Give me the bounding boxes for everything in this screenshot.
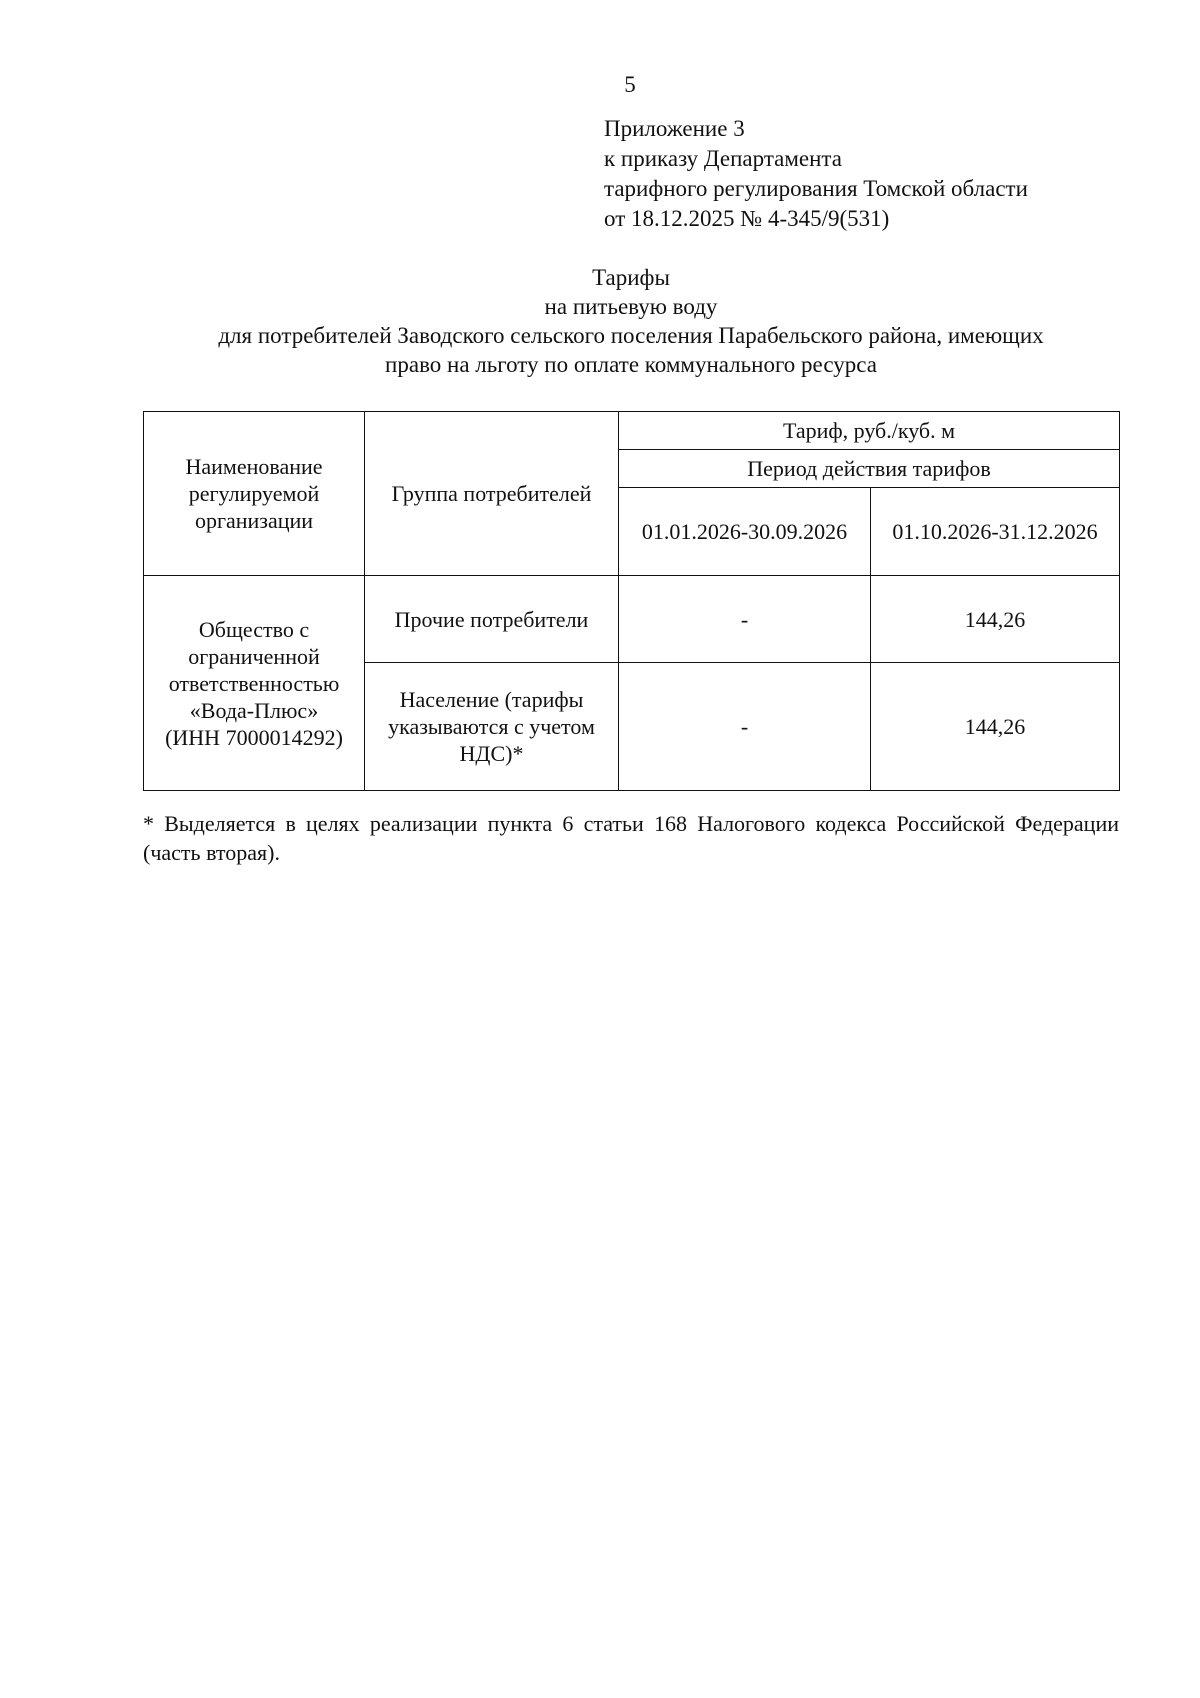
header-tariff-unit: Тариф, руб./куб. м bbox=[619, 412, 1120, 450]
header-consumer-group: Группа потребителей bbox=[365, 412, 619, 576]
document-title bbox=[143, 263, 1119, 379]
tariff-table bbox=[143, 411, 1120, 791]
title-line: право на льготу по оплате коммунального ресурса bbox=[385, 352, 877, 377]
tariff-period-2-cell: 144,26 bbox=[871, 663, 1120, 791]
organization-line: ответственностью bbox=[168, 670, 340, 696]
tariff-period-1-cell: - bbox=[619, 576, 871, 663]
consumer-group-cell: Население (тарифы указываются с учетом НДС)* bbox=[365, 663, 619, 791]
header-period-2: 01.10.2026-31.12.2026 bbox=[871, 488, 1120, 576]
title-line: Тарифы bbox=[592, 265, 670, 290]
table-row bbox=[144, 576, 1120, 663]
organization-line: (ИНН 7000014292) bbox=[165, 724, 343, 750]
tariff-period-1-cell: - bbox=[619, 663, 871, 791]
appendix-line: к приказу Департамента bbox=[604, 146, 842, 171]
organization-cell bbox=[144, 576, 365, 791]
organization-line: Общество с bbox=[198, 616, 310, 642]
header-period: Период действия тарифов bbox=[619, 450, 1120, 488]
page-number: 5 bbox=[624, 72, 636, 97]
organization-line: ограниченной bbox=[188, 643, 320, 669]
header-org-name: Наименование регулируемой организации bbox=[144, 412, 365, 576]
title-line: на питьевую воду bbox=[544, 294, 718, 319]
appendix-reference bbox=[604, 114, 1028, 234]
title-line: для потребителей Заводского сельского поселения Парабельского района, имеющих bbox=[218, 323, 1044, 348]
appendix-line: Приложение 3 bbox=[604, 116, 745, 141]
consumer-group-cell: Прочие потребители bbox=[365, 576, 619, 663]
appendix-line: тарифного регулирования Томской области bbox=[604, 176, 1028, 201]
appendix-line: от 18.12.2025 № 4-345/9(531) bbox=[604, 206, 890, 231]
footnote: * Выделяется в целях реализации пункта 6 статьи 168 Налогового кодекса Российской Федерации (часть вторая). bbox=[143, 811, 1119, 865]
header-period-1: 01.01.2026-30.09.2026 bbox=[619, 488, 871, 576]
tariff-period-2-cell: 144,26 bbox=[871, 576, 1120, 663]
table-header-row bbox=[144, 412, 1120, 450]
organization-line: «Вода-Плюс» bbox=[189, 697, 319, 723]
